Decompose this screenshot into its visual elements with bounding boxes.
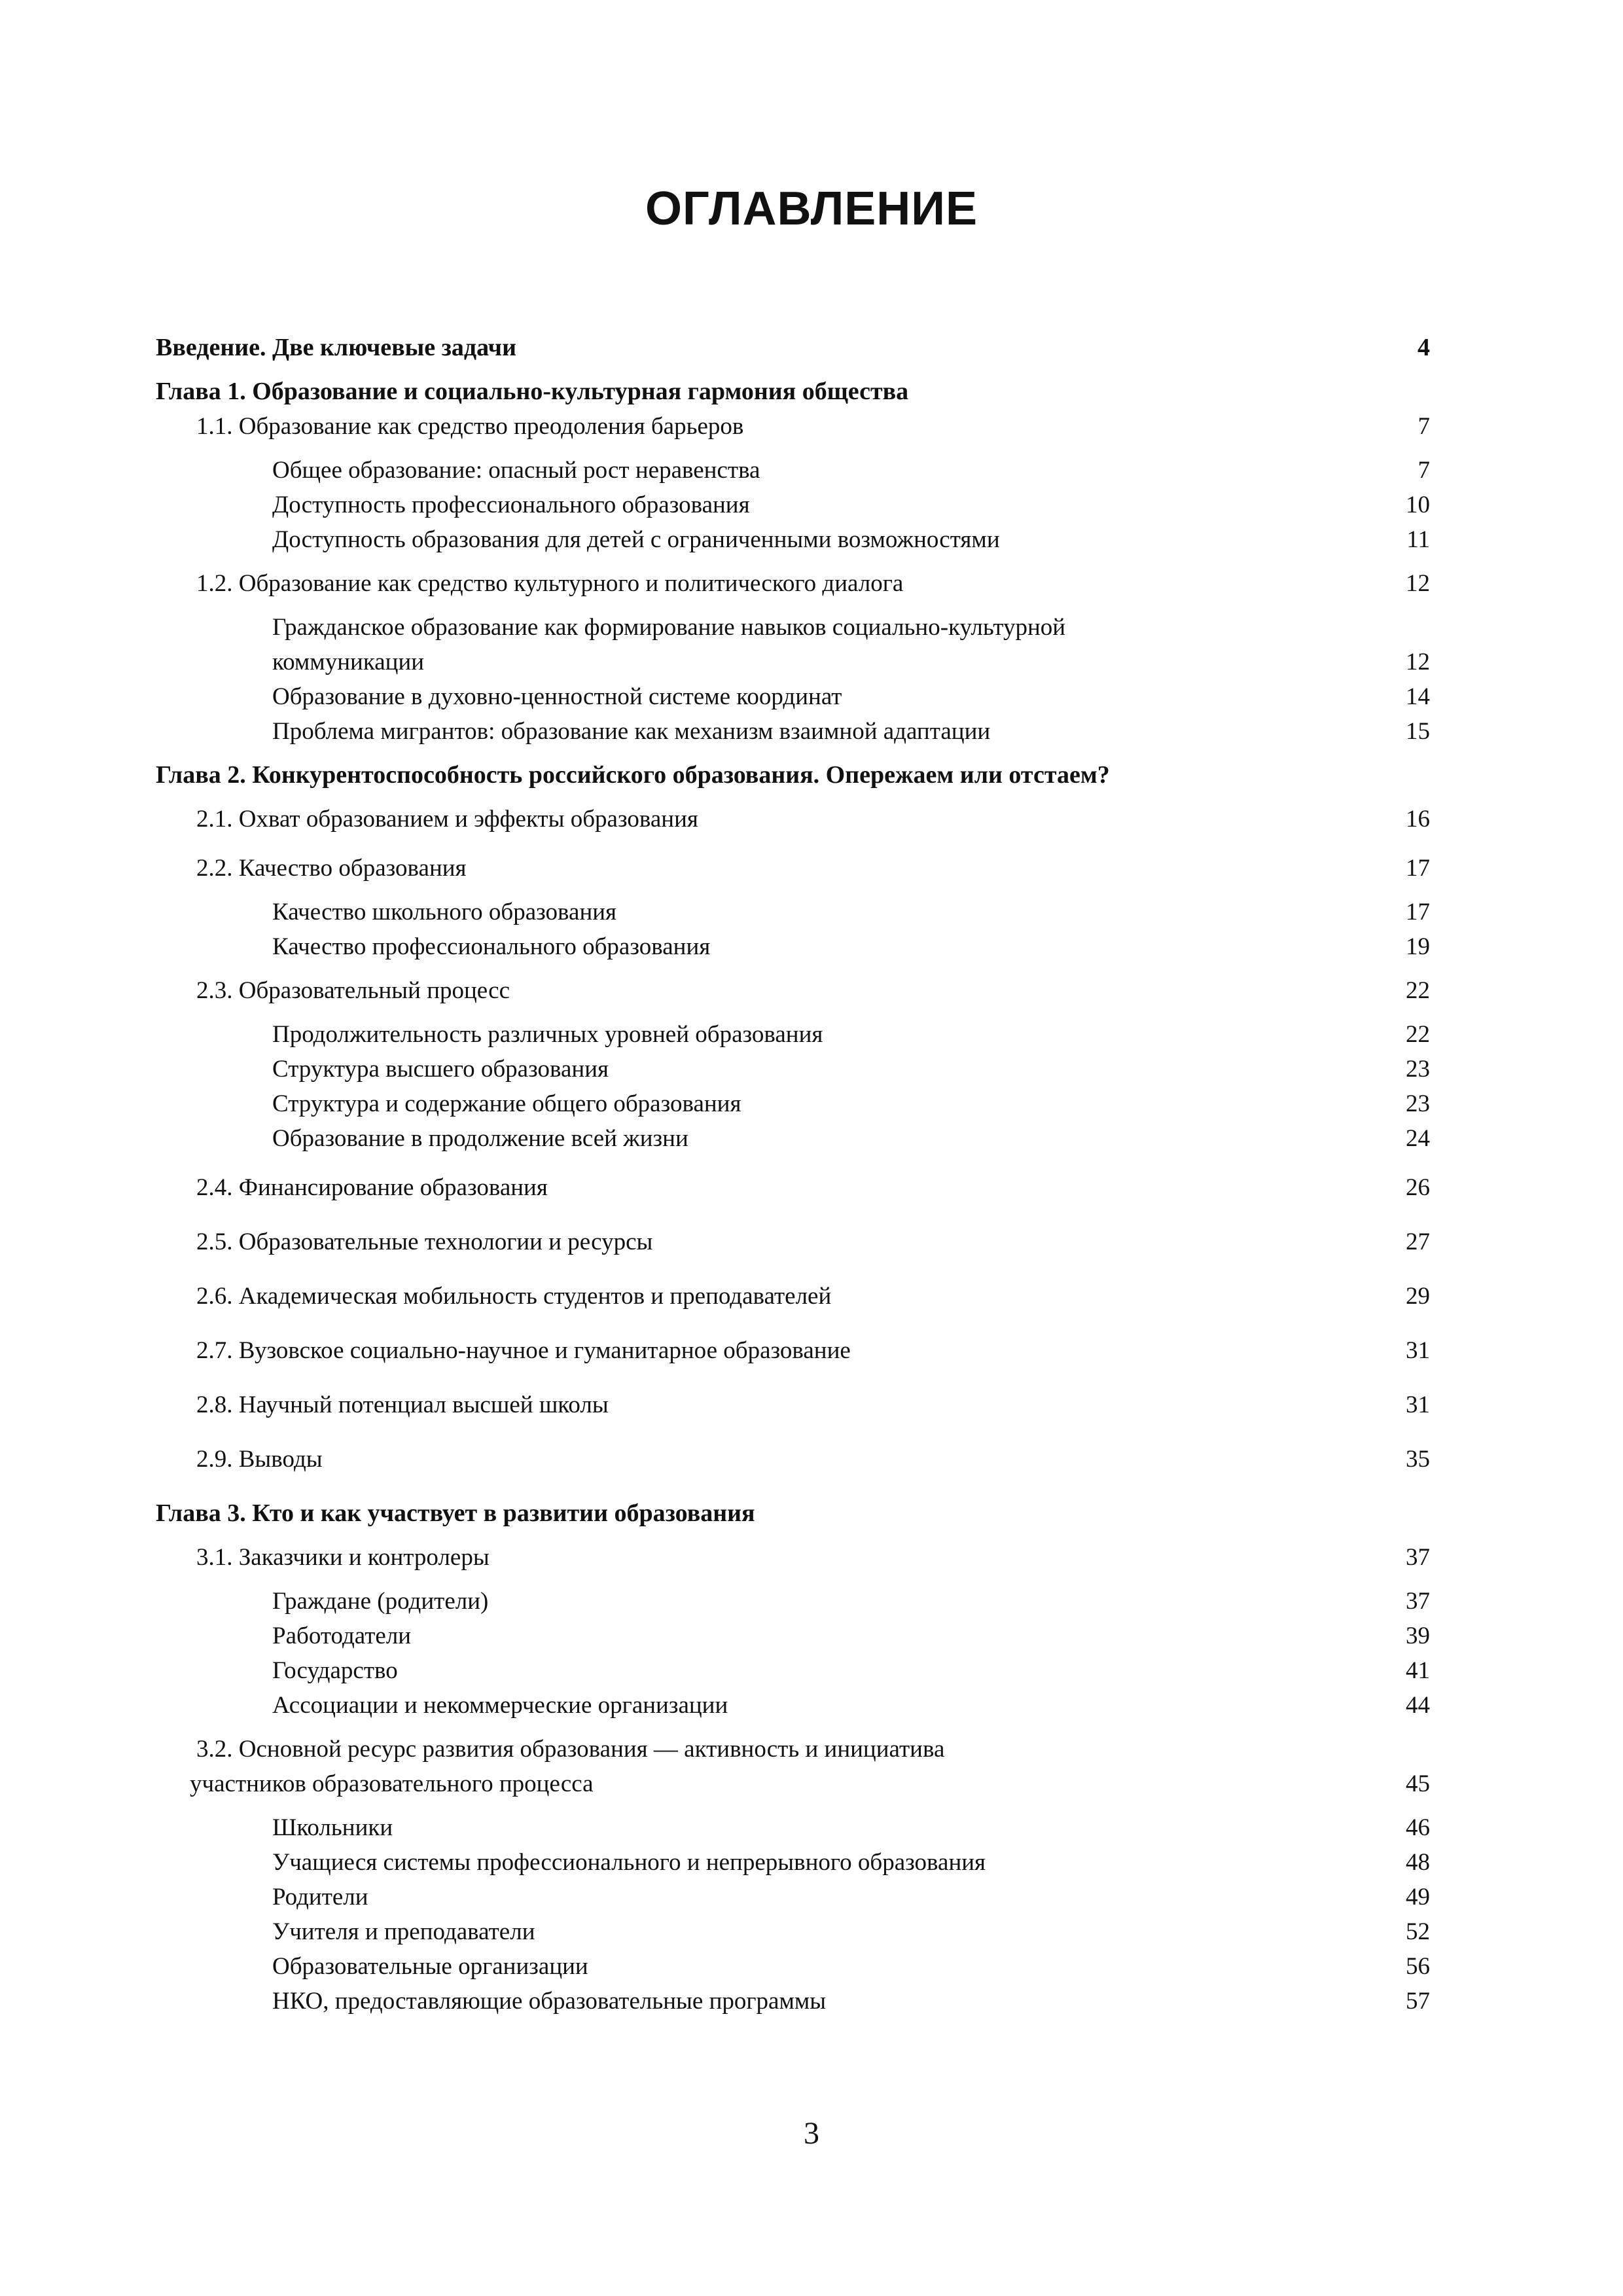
toc-entry-page: 4 <box>1418 334 1430 361</box>
toc-entry-text: 2.9. Выводы <box>196 1446 323 1473</box>
toc-section-2-3[interactable] <box>156 973 1430 1008</box>
toc-subsection[interactable] <box>156 1584 1430 1619</box>
toc-entry-text: Государство <box>272 1657 398 1684</box>
toc-subsection[interactable] <box>156 1619 1430 1653</box>
toc-entry-page: 29 <box>1406 1283 1430 1310</box>
toc-entry-page: 45 <box>1406 1770 1430 1797</box>
toc-entry-text: 1.1. Образование как средство преодоления барьеров <box>196 413 744 440</box>
toc-entry-text: 2.6. Академическая мобильность студентов и преподавателей <box>196 1283 832 1310</box>
toc-section-3-2[interactable] <box>156 1767 1430 1801</box>
toc-entry-text: коммуникации <box>272 649 425 675</box>
toc-entry-text: 2.4. Финансирование образования <box>196 1174 548 1201</box>
toc-entry-text: 3.1. Заказчики и контролеры <box>196 1544 490 1571</box>
toc-entry-text: НКО, предоставляющие образовательные программы <box>272 1988 827 2015</box>
toc-entry-text: Продолжительность различных уровней образования <box>272 1021 823 1048</box>
toc-section-3-2-line-1[interactable]: 3.2. Основной ресурс развития образования — активность и инициатива <box>196 1736 945 1763</box>
toc-entry-page: 27 <box>1406 1229 1430 1255</box>
toc-subsection[interactable] <box>156 1949 1430 1984</box>
toc-entry-page: 37 <box>1406 1588 1430 1615</box>
toc-subsection[interactable] <box>156 1688 1430 1723</box>
toc-subsection[interactable] <box>156 1017 1430 1052</box>
toc-subsection[interactable] <box>156 453 1430 488</box>
toc-section-2-7[interactable] <box>156 1333 1430 1368</box>
toc-subsection[interactable] <box>156 1880 1430 1914</box>
toc-entry-page: 31 <box>1406 1391 1430 1418</box>
toc-entry-page: 19 <box>1406 933 1430 960</box>
toc-entry-page: 14 <box>1406 683 1430 710</box>
toc-entry-text: Доступность профессионального образования <box>272 492 750 518</box>
toc-subsection[interactable] <box>156 488 1430 522</box>
toc-subsection[interactable] <box>156 645 1430 679</box>
toc-subsection[interactable] <box>156 1810 1430 1845</box>
toc-entry-page: 57 <box>1406 1988 1430 2015</box>
toc-entry-text: участников образовательного процесса <box>190 1770 594 1797</box>
toc-section-1-1[interactable] <box>156 409 1430 444</box>
toc-entry-introduction[interactable] <box>156 331 1430 365</box>
toc-chapter-2-title[interactable]: Глава 2. Конкурентоспособность российского образования. Опережаем или отстаем? <box>156 761 1110 789</box>
toc-chapter-1-title[interactable]: Глава 1. Образование и социально-культурная гармония общества <box>156 378 909 405</box>
toc-section-2-9[interactable] <box>156 1442 1430 1477</box>
toc-entry-text: 2.3. Образовательный процесс <box>196 977 510 1004</box>
toc-entry-text: Структура высшего образования <box>272 1056 609 1083</box>
toc-section-2-8[interactable] <box>156 1388 1430 1422</box>
toc-entry-page: 41 <box>1406 1657 1430 1684</box>
toc-entry-text: Учащиеся системы профессионального и непрерывного образования <box>272 1849 986 1876</box>
toc-entry-page: 17 <box>1406 855 1430 882</box>
toc-entry-text: 2.7. Вузовское социально-научное и гуманитарное образование <box>196 1337 851 1364</box>
toc-entry-text: Образование в продолжение всей жизни <box>272 1125 688 1152</box>
toc-entry-page: 23 <box>1406 1056 1430 1083</box>
toc-entry-text: Ассоциации и некоммерческие организации <box>272 1692 728 1719</box>
toc-subsection[interactable] <box>156 1052 1430 1086</box>
toc-entry-text: Школьники <box>272 1814 393 1841</box>
toc-subsection[interactable] <box>156 522 1430 557</box>
toc-entry-page: 44 <box>1406 1692 1430 1719</box>
toc-entry-text: 2.1. Охват образованием и эффекты образования <box>196 806 698 833</box>
toc-entry-text: Доступность образования для детей с ограниченными возможностями <box>272 526 1000 553</box>
toc-entry-page: 56 <box>1406 1953 1430 1980</box>
toc-section-2-4[interactable] <box>156 1170 1430 1205</box>
toc-entry-page: 15 <box>1406 718 1430 745</box>
toc-entry-page: 37 <box>1406 1544 1430 1571</box>
toc-entry-page: 48 <box>1406 1849 1430 1876</box>
toc-entry-text: Родители <box>272 1884 368 1910</box>
toc-entry-text: Образование в духовно-ценностной системе координат <box>272 683 842 710</box>
toc-entry-text: Учителя и преподаватели <box>272 1918 535 1945</box>
toc-entry-text: Проблема мигрантов: образование как механизм взаимной адаптации <box>272 718 991 745</box>
toc-entry-page: 26 <box>1406 1174 1430 1201</box>
toc-entry-page: 49 <box>1406 1884 1430 1910</box>
toc-subsection-line-1[interactable]: Гражданское образование как формирование навыков социально-культурной <box>272 614 1066 641</box>
toc-entry-page: 7 <box>1418 457 1430 484</box>
toc-entry-page: 22 <box>1406 1021 1430 1048</box>
toc-subsection[interactable] <box>156 1914 1430 1949</box>
toc-entry-page: 52 <box>1406 1918 1430 1945</box>
toc-entry-page: 46 <box>1406 1814 1430 1841</box>
toc-section-2-1[interactable] <box>156 802 1430 836</box>
toc-chapter-3-title[interactable]: Глава 3. Кто и как участвует в развитии образования <box>156 1499 755 1527</box>
toc-section-2-5[interactable] <box>156 1225 1430 1259</box>
toc-entry-page: 22 <box>1406 977 1430 1004</box>
toc-entry-text: 2.5. Образовательные технологии и ресурсы <box>196 1229 653 1255</box>
toc-section-1-2[interactable] <box>156 566 1430 601</box>
toc-subsection[interactable] <box>156 1653 1430 1688</box>
toc-subsection[interactable] <box>156 895 1430 929</box>
toc-entry-page: 7 <box>1418 413 1430 440</box>
toc-entry-text: Структура и содержание общего образования <box>272 1090 741 1117</box>
toc-entry-page: 10 <box>1406 492 1430 518</box>
toc-entry-page: 17 <box>1406 899 1430 925</box>
toc-entry-page: 23 <box>1406 1090 1430 1117</box>
toc-subsection[interactable] <box>156 1086 1430 1121</box>
toc-entry-page: 24 <box>1406 1125 1430 1152</box>
toc-entry-text: Образовательные организации <box>272 1953 588 1980</box>
toc-entry-text: 2.8. Научный потенциал высшей школы <box>196 1391 609 1418</box>
toc-subsection[interactable] <box>156 1984 1430 2018</box>
page-title: ОГЛАВЛЕНИЕ <box>645 183 978 235</box>
toc-entry-text: 2.2. Качество образования <box>196 855 467 882</box>
toc-entry-page: 12 <box>1406 570 1430 597</box>
toc-subsection[interactable] <box>156 929 1430 964</box>
toc-entry-page: 16 <box>1406 806 1430 833</box>
toc-section-3-1[interactable] <box>156 1540 1430 1575</box>
toc-entry-page: 12 <box>1406 649 1430 675</box>
toc-entry-page: 11 <box>1406 526 1430 553</box>
table-of-contents <box>156 331 1430 2018</box>
toc-subsection[interactable] <box>156 679 1430 714</box>
toc-entry-text: Работодатели <box>272 1623 412 1649</box>
toc-entry-page: 31 <box>1406 1337 1430 1364</box>
toc-subsection[interactable] <box>156 714 1430 749</box>
toc-section-2-2[interactable] <box>156 851 1430 886</box>
toc-section-2-6[interactable] <box>156 1279 1430 1314</box>
toc-entry-text: 1.2. Образование как средство культурного и политического диалога <box>196 570 904 597</box>
toc-entry-text: Качество профессионального образования <box>272 933 711 960</box>
toc-subsection[interactable] <box>156 1121 1430 1156</box>
toc-subsection[interactable] <box>156 1845 1430 1880</box>
toc-entry-text: Граждане (родители) <box>272 1588 489 1615</box>
toc-entry-page: 39 <box>1406 1623 1430 1649</box>
toc-entry-text: Введение. Две ключевые задачи <box>156 334 516 361</box>
toc-entry-page: 35 <box>1406 1446 1430 1473</box>
toc-entry-text: Качество школьного образования <box>272 899 617 925</box>
toc-entry-text: Общее образование: опасный рост неравенства <box>272 457 760 484</box>
page-number: 3 <box>804 2116 819 2151</box>
